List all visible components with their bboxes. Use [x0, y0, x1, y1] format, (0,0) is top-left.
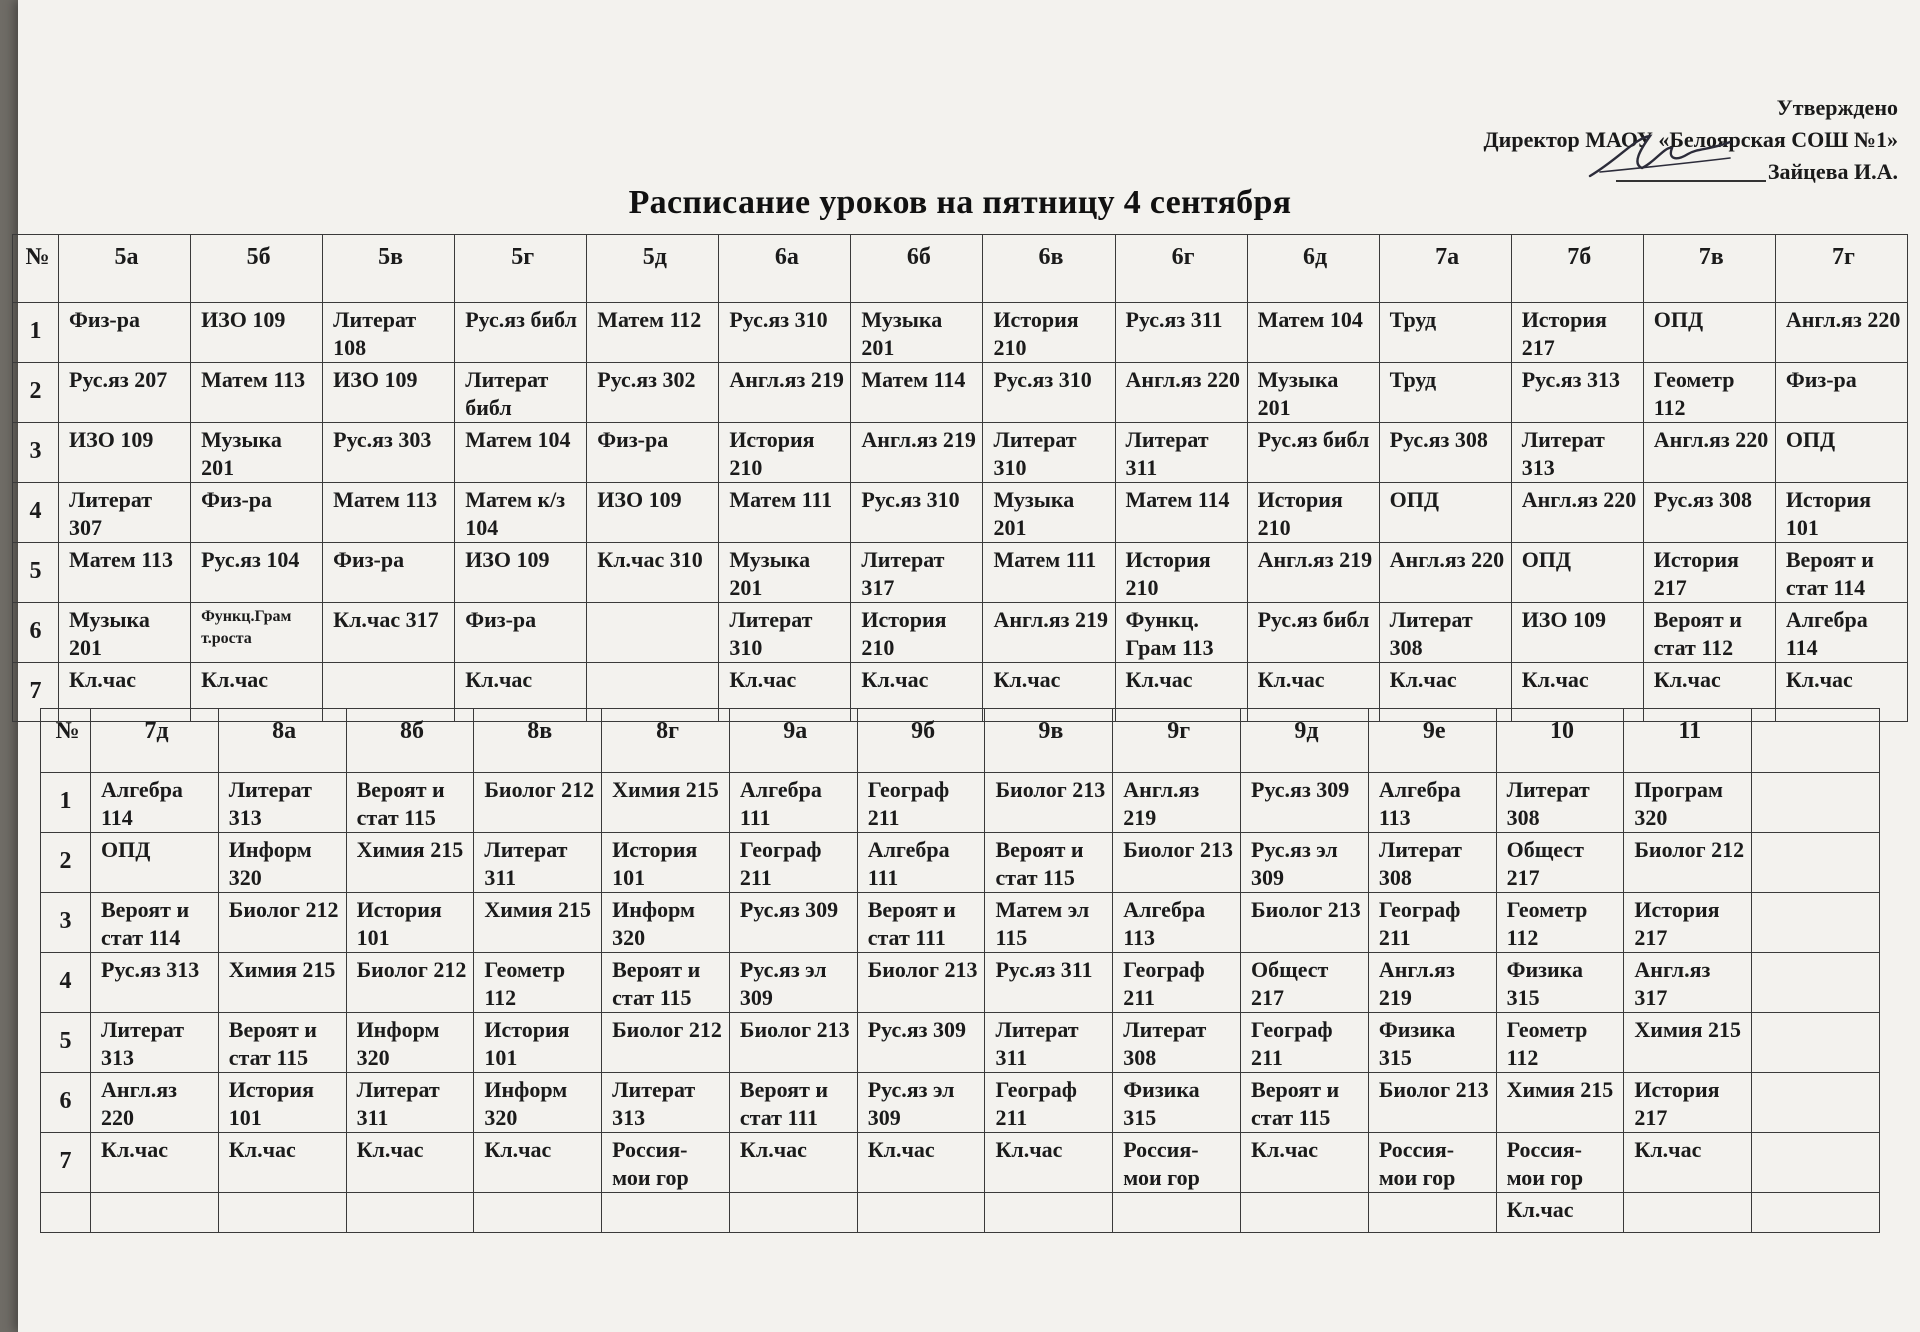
schedule-table-upper — [12, 234, 1908, 722]
header-lesson-number: № — [13, 235, 59, 303]
lesson-row — [41, 953, 1880, 1013]
header-class: 6д — [1247, 235, 1379, 303]
lesson-cell: Англ.яз 219 — [1368, 953, 1496, 1013]
lesson-cell: Кл.час 317 — [323, 603, 455, 663]
lesson-cell: Матем 111 — [719, 483, 851, 543]
lesson-cell: Литерат 311 — [985, 1013, 1113, 1073]
lesson-cell: Географ 211 — [985, 1073, 1113, 1133]
lesson-cell — [985, 1193, 1113, 1233]
lesson-number: 5 — [13, 543, 59, 603]
lesson-cell: Биолог 213 — [985, 773, 1113, 833]
header-class: 9е — [1368, 709, 1496, 773]
lesson-cell: Рус.яз 311 — [985, 953, 1113, 1013]
lesson-cell: Химия 215 — [1624, 1013, 1752, 1073]
lesson-cell: Матем 104 — [1247, 303, 1379, 363]
lesson-cell: Географ 211 — [1113, 953, 1241, 1013]
lesson-cell: Литерат 307 — [59, 483, 191, 543]
lesson-cell: ОПД — [1511, 543, 1643, 603]
header-class: 6а — [719, 235, 851, 303]
lesson-number: 6 — [13, 603, 59, 663]
lesson-cell: Кл.час — [91, 1133, 219, 1193]
lesson-cell: ИЗО 109 — [323, 363, 455, 423]
lesson-cell: Литерат 308 — [1379, 603, 1511, 663]
lesson-cell: Литерат 317 — [851, 543, 983, 603]
lesson-cell: Матем 113 — [191, 363, 323, 423]
lesson-cell: Кл.час — [983, 663, 1115, 722]
lesson-cell: Литерат 313 — [1511, 423, 1643, 483]
lesson-cell: Литерат библ — [455, 363, 587, 423]
lesson-cell — [587, 603, 719, 663]
lesson-cell — [1752, 953, 1880, 1013]
header-class: 8б — [346, 709, 474, 773]
lesson-cell — [857, 1193, 985, 1233]
lesson-cell: История 101 — [1775, 483, 1907, 543]
lesson-cell: Музыка 201 — [851, 303, 983, 363]
lesson-row — [13, 363, 1908, 423]
lesson-cell: Геометр 112 — [1643, 363, 1775, 423]
header-row — [13, 235, 1908, 303]
lesson-cell: Вероят и стат 115 — [985, 833, 1113, 893]
lesson-cell: Англ.яз 220 — [1775, 303, 1907, 363]
lesson-cell: Литерат 313 — [602, 1073, 730, 1133]
lesson-cell: Кл.час — [1624, 1133, 1752, 1193]
lesson-cell: Информ 320 — [346, 1013, 474, 1073]
lesson-cell: Музыка 201 — [1247, 363, 1379, 423]
lesson-cell: ОПД — [1775, 423, 1907, 483]
lesson-cell: Информ 320 — [218, 833, 346, 893]
lesson-cell: Вероят и стат 112 — [1643, 603, 1775, 663]
lesson-row — [41, 893, 1880, 953]
lesson-row — [13, 423, 1908, 483]
lesson-number: 3 — [41, 893, 91, 953]
lesson-number: 5 — [41, 1013, 91, 1073]
header-class: 9д — [1241, 709, 1369, 773]
lesson-cell: Рус.яз 313 — [91, 953, 219, 1013]
lesson-cell — [474, 1193, 602, 1233]
lesson-cell: Рус.яз эл 309 — [1241, 833, 1369, 893]
header-class: 5а — [59, 235, 191, 303]
lesson-cell: Россия- мои гор — [602, 1133, 730, 1193]
lesson-cell: Вероят и стат 114 — [1775, 543, 1907, 603]
lesson-number: 4 — [41, 953, 91, 1013]
lesson-cell: Вероят и стат 115 — [1241, 1073, 1369, 1133]
lesson-cell: Рус.яз 310 — [719, 303, 851, 363]
lesson-cell: История 217 — [1643, 543, 1775, 603]
lesson-cell: Вероят и стат 115 — [602, 953, 730, 1013]
lesson-cell: Матем 112 — [587, 303, 719, 363]
header-class: 5д — [587, 235, 719, 303]
lesson-number — [41, 1193, 91, 1233]
lesson-cell: История 101 — [346, 893, 474, 953]
lesson-cell: Биолог 212 — [602, 1013, 730, 1073]
lesson-cell — [1752, 1013, 1880, 1073]
lesson-row — [13, 543, 1908, 603]
lesson-cell: Функц. Грам 113 — [1115, 603, 1247, 663]
lesson-number: 7 — [41, 1133, 91, 1193]
lesson-cell: Географ 211 — [729, 833, 857, 893]
lesson-cell: Рус.яз библ — [455, 303, 587, 363]
lesson-cell: Рус.яз 207 — [59, 363, 191, 423]
lesson-cell: Матем 111 — [983, 543, 1115, 603]
lesson-number: 7 — [13, 663, 59, 722]
lesson-cell: Рус.яз эл 309 — [729, 953, 857, 1013]
lesson-cell: Литерат 310 — [983, 423, 1115, 483]
lesson-cell: Кл.час — [1379, 663, 1511, 722]
lesson-cell: Физика 315 — [1496, 953, 1624, 1013]
lesson-cell: История 217 — [1624, 1073, 1752, 1133]
lesson-cell: Литерат 308 — [1113, 1013, 1241, 1073]
lesson-cell — [729, 1193, 857, 1233]
lesson-cell: История 210 — [719, 423, 851, 483]
lesson-cell: Музыка 201 — [983, 483, 1115, 543]
lesson-cell: Англ.яз 219 — [851, 423, 983, 483]
lesson-cell: Рус.яз 308 — [1643, 483, 1775, 543]
lesson-cell: Россия- мои гор — [1113, 1133, 1241, 1193]
lesson-cell: Кл.час — [1247, 663, 1379, 722]
lesson-cell: Химия 215 — [1496, 1073, 1624, 1133]
lesson-cell: Вероят и стат 111 — [729, 1073, 857, 1133]
header-class: 6г — [1115, 235, 1247, 303]
lesson-cell: Матем 114 — [851, 363, 983, 423]
lesson-cell: Биолог 212 — [346, 953, 474, 1013]
lesson-cell: Алгебра 111 — [729, 773, 857, 833]
lesson-cell: Биолог 212 — [474, 773, 602, 833]
lesson-cell: Матем к/з 104 — [455, 483, 587, 543]
header-class: 8в — [474, 709, 602, 773]
lesson-cell: Общест 217 — [1241, 953, 1369, 1013]
lesson-cell: ИЗО 109 — [1511, 603, 1643, 663]
lesson-cell: Кл.час — [985, 1133, 1113, 1193]
lesson-cell: Алгебра 111 — [857, 833, 985, 893]
lesson-cell: Рус.яз 310 — [983, 363, 1115, 423]
lesson-cell: Вероят и стат 115 — [218, 1013, 346, 1073]
header-class: 11 — [1624, 709, 1752, 773]
lesson-cell: Литерат 311 — [1115, 423, 1247, 483]
lesson-cell — [1241, 1193, 1369, 1233]
lesson-cell: Англ.яз 219 — [1247, 543, 1379, 603]
header-class: 6в — [983, 235, 1115, 303]
lesson-cell: Россия- мои гор — [1368, 1133, 1496, 1193]
lesson-cell: Англ.яз 219 — [1113, 773, 1241, 833]
lesson-cell: Биолог 212 — [218, 893, 346, 953]
lesson-cell: Кл.час — [474, 1133, 602, 1193]
lesson-cell: Кл.час 310 — [587, 543, 719, 603]
lesson-row — [41, 1133, 1880, 1193]
lesson-number: 2 — [13, 363, 59, 423]
lesson-cell: Труд — [1379, 363, 1511, 423]
lesson-cell: Рус.яз 303 — [323, 423, 455, 483]
header-lesson-number: № — [41, 709, 91, 773]
lesson-cell: Биолог 213 — [1368, 1073, 1496, 1133]
lesson-cell: Матем 114 — [1115, 483, 1247, 543]
lesson-cell: Алгебра 113 — [1113, 893, 1241, 953]
header-class: 5в — [323, 235, 455, 303]
header-class: 5г — [455, 235, 587, 303]
lesson-cell: Алгебра 113 — [1368, 773, 1496, 833]
lesson-cell: Биолог 213 — [1113, 833, 1241, 893]
lesson-cell: Кл.час — [455, 663, 587, 722]
lesson-cell: Кл.час — [1511, 663, 1643, 722]
lesson-cell: История 101 — [474, 1013, 602, 1073]
lesson-cell: Кл.час — [1241, 1133, 1369, 1193]
lesson-cell: Матем 113 — [323, 483, 455, 543]
handwritten-signature — [1580, 128, 1740, 188]
lesson-cell: Физ-ра — [323, 543, 455, 603]
lesson-cell: Литерат 310 — [719, 603, 851, 663]
lesson-cell: Информ 320 — [474, 1073, 602, 1133]
lesson-number: 1 — [13, 303, 59, 363]
header-class: 6б — [851, 235, 983, 303]
lesson-cell: Музыка 201 — [719, 543, 851, 603]
lesson-cell: Англ.яз 220 — [1115, 363, 1247, 423]
lesson-cell: Геометр 112 — [1496, 1013, 1624, 1073]
lesson-cell: Кл.час — [1496, 1193, 1624, 1233]
lesson-cell: Химия 215 — [346, 833, 474, 893]
lesson-cell: Физ-ра — [455, 603, 587, 663]
lesson-cell: Кл.час — [857, 1133, 985, 1193]
lesson-cell: Физ-ра — [59, 303, 191, 363]
lesson-cell: Литерат 311 — [346, 1073, 474, 1133]
lesson-row — [41, 773, 1880, 833]
lesson-cell — [218, 1193, 346, 1233]
schedule-table-lower — [40, 708, 1880, 1233]
lesson-cell — [1113, 1193, 1241, 1233]
lesson-cell: Алгебра 114 — [91, 773, 219, 833]
header-class: 10 — [1496, 709, 1624, 773]
lesson-cell: Англ.яз 219 — [983, 603, 1115, 663]
lesson-row — [13, 303, 1908, 363]
lesson-cell: ИЗО 109 — [587, 483, 719, 543]
lesson-cell: Кл.час — [1643, 663, 1775, 722]
lesson-cell: Рус.яз 308 — [1379, 423, 1511, 483]
lesson-cell: История 101 — [602, 833, 730, 893]
lesson-cell: Физ-ра — [1775, 363, 1907, 423]
approval-label: Утверждено — [1776, 95, 1898, 120]
lesson-cell: Рус.яз 309 — [1241, 773, 1369, 833]
lesson-cell: История 210 — [1115, 543, 1247, 603]
lesson-cell: Биолог 213 — [1241, 893, 1369, 953]
lesson-cell: Кл.час — [1115, 663, 1247, 722]
lesson-cell: Англ.яз 219 — [719, 363, 851, 423]
lesson-cell: Россия- мои гор — [1496, 1133, 1624, 1193]
lesson-cell: ОПД — [1643, 303, 1775, 363]
header-class: 9г — [1113, 709, 1241, 773]
lesson-cell: Кл.час — [218, 1133, 346, 1193]
lesson-cell: Литерат 313 — [218, 773, 346, 833]
lesson-cell: История 217 — [1624, 893, 1752, 953]
lesson-cell — [1752, 773, 1880, 833]
lesson-cell: Физика 315 — [1113, 1073, 1241, 1133]
lesson-number: 2 — [41, 833, 91, 893]
lesson-cell: Физика 315 — [1368, 1013, 1496, 1073]
lesson-row — [41, 1013, 1880, 1073]
lesson-cell: ОПД — [91, 833, 219, 893]
lesson-cell: ИЗО 109 — [455, 543, 587, 603]
lesson-cell: Биолог 212 — [1624, 833, 1752, 893]
lesson-cell: Литерат 108 — [323, 303, 455, 363]
page-title: Расписание уроков на пятницу 4 сентября — [628, 184, 1292, 221]
lesson-cell: Рус.яз 104 — [191, 543, 323, 603]
approval-signer: Зайцева И.А. — [1767, 159, 1898, 184]
lesson-cell: Литерат 308 — [1368, 833, 1496, 893]
lesson-cell: Химия 215 — [218, 953, 346, 1013]
lesson-cell: Литерат 308 — [1496, 773, 1624, 833]
approval-director: Директор МАОУ «Белоярская СОШ №1» — [1483, 127, 1898, 152]
lesson-cell: Кл.час — [729, 1133, 857, 1193]
lesson-cell: Общест 217 — [1496, 833, 1624, 893]
lesson-cell: Кл.час — [851, 663, 983, 722]
lesson-cell: Англ.яз 220 — [91, 1073, 219, 1133]
lesson-cell: Англ.яз 317 — [1624, 953, 1752, 1013]
lesson-cell: Англ.яз 220 — [1511, 483, 1643, 543]
lesson-cell: Кл.час — [346, 1133, 474, 1193]
lesson-cell: Геометр 112 — [1496, 893, 1624, 953]
header-class: 7а — [1379, 235, 1511, 303]
header-row — [41, 709, 1880, 773]
lesson-cell: Рус.яз библ — [1247, 603, 1379, 663]
lesson-cell: Рус.яз эл 309 — [857, 1073, 985, 1133]
lesson-row — [13, 483, 1908, 543]
lesson-row — [41, 833, 1880, 893]
lesson-row — [41, 1073, 1880, 1133]
header-class: 7д — [91, 709, 219, 773]
header-class: 8г — [602, 709, 730, 773]
lesson-cell: Алгебра 114 — [1775, 603, 1907, 663]
lesson-cell: Англ.яз 220 — [1379, 543, 1511, 603]
lesson-cell: История 210 — [983, 303, 1115, 363]
lesson-cell: Кл.час — [1775, 663, 1907, 722]
header-class: 5б — [191, 235, 323, 303]
lesson-row — [13, 603, 1908, 663]
lesson-cell — [1752, 1193, 1880, 1233]
header-class: 9а — [729, 709, 857, 773]
lesson-cell: Рус.яз 313 — [1511, 363, 1643, 423]
lesson-cell: Физ-ра — [587, 423, 719, 483]
lesson-cell: Вероят и стат 115 — [346, 773, 474, 833]
lesson-cell: История 210 — [1247, 483, 1379, 543]
lesson-cell — [602, 1193, 730, 1233]
lesson-cell: Географ 211 — [1368, 893, 1496, 953]
lesson-cell: Рус.яз 311 — [1115, 303, 1247, 363]
lesson-cell: Географ 211 — [857, 773, 985, 833]
lesson-cell: Вероят и стат 114 — [91, 893, 219, 953]
lesson-cell: Музыка 201 — [191, 423, 323, 483]
lesson-cell: Биолог 213 — [729, 1013, 857, 1073]
lesson-cell: Физ-ра — [191, 483, 323, 543]
lesson-cell: Англ.яз 220 — [1643, 423, 1775, 483]
lesson-cell: Информ 320 — [602, 893, 730, 953]
lesson-cell: Рус.яз 310 — [851, 483, 983, 543]
lesson-cell: Геометр 112 — [474, 953, 602, 1013]
header-class: 8а — [218, 709, 346, 773]
lesson-cell — [1624, 1193, 1752, 1233]
lesson-cell: Матем 113 — [59, 543, 191, 603]
lesson-cell: Кл.час — [191, 663, 323, 722]
lesson-cell: Матем эл 115 — [985, 893, 1113, 953]
lesson-cell: ОПД — [1379, 483, 1511, 543]
lesson-cell: Литерат 313 — [91, 1013, 219, 1073]
lesson-cell — [1752, 833, 1880, 893]
lesson-cell: Кл.час — [719, 663, 851, 722]
lesson-cell: История 101 — [218, 1073, 346, 1133]
lesson-number: 4 — [13, 483, 59, 543]
lesson-cell: Вероят и стат 111 — [857, 893, 985, 953]
lesson-number: 6 — [41, 1073, 91, 1133]
lesson-cell — [1752, 893, 1880, 953]
lesson-cell: Програм 320 — [1624, 773, 1752, 833]
lesson-cell — [346, 1193, 474, 1233]
lesson-cell: Рус.яз 302 — [587, 363, 719, 423]
lesson-cell — [91, 1193, 219, 1233]
header-class: 7г — [1775, 235, 1907, 303]
header-class: 9б — [857, 709, 985, 773]
header-class: 7б — [1511, 235, 1643, 303]
lesson-cell: История 217 — [1511, 303, 1643, 363]
lesson-cell: Рус.яз 309 — [729, 893, 857, 953]
lesson-cell: Рус.яз 309 — [857, 1013, 985, 1073]
lesson-cell: Матем 104 — [455, 423, 587, 483]
lesson-cell: Кл.час — [59, 663, 191, 722]
lesson-cell — [1368, 1193, 1496, 1233]
lesson-cell: Литерат 311 — [474, 833, 602, 893]
lesson-cell — [1752, 1073, 1880, 1133]
lesson-cell: ИЗО 109 — [191, 303, 323, 363]
lesson-cell: История 210 — [851, 603, 983, 663]
lesson-cell: ИЗО 109 — [59, 423, 191, 483]
lesson-cell: Труд — [1379, 303, 1511, 363]
lesson-number: 1 — [41, 773, 91, 833]
lesson-row — [41, 1193, 1880, 1233]
lesson-cell: Музыка 201 — [59, 603, 191, 663]
header-class: 9в — [985, 709, 1113, 773]
lesson-number: 3 — [13, 423, 59, 483]
lesson-cell: Химия 215 — [474, 893, 602, 953]
header-class: 7в — [1643, 235, 1775, 303]
lesson-cell: Биолог 213 — [857, 953, 985, 1013]
lesson-cell — [1752, 1133, 1880, 1193]
lesson-cell: Функц.Грам т.роста — [191, 603, 323, 663]
lesson-cell: Химия 215 — [602, 773, 730, 833]
lesson-cell: Рус.яз библ — [1247, 423, 1379, 483]
header-class — [1752, 709, 1880, 773]
lesson-cell: Географ 211 — [1241, 1013, 1369, 1073]
